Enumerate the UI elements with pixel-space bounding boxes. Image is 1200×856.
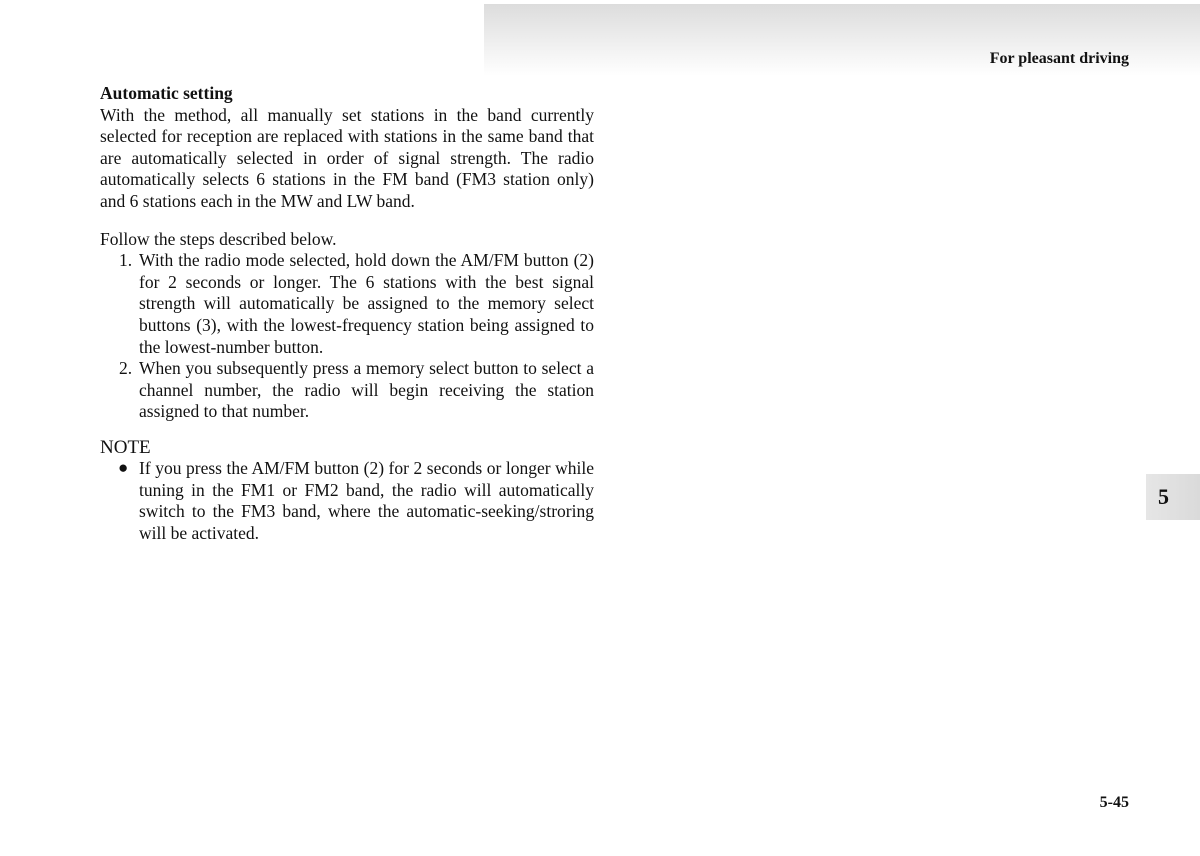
bullet-icon: ●	[118, 457, 129, 477]
note-text: If you press the AM/FM button (2) for 2 seconds or longer while tuning in the FM1 or FM2 band, the radio will automatically switch to the FM3 band, where the automatic-seeking/stroring will be activated.	[139, 457, 594, 543]
note-label: NOTE	[100, 436, 151, 458]
step-number: 2.	[119, 358, 133, 379]
page-number: 5-45	[1099, 794, 1129, 811]
automatic-setting-heading: Automatic setting	[100, 83, 233, 103]
chapter-tab	[1146, 474, 1200, 520]
main-content	[100, 83, 594, 544]
steps-intro: Follow the steps described below.	[100, 228, 337, 249]
automatic-setting-paragraph: With the method, all manually set stations in the band currently selected for reception are replaced with stations in the same band that are automatically selected in order of signal strength. The radio automatically selects 6 stations in the FM band (FM3 station only) and 6 stations each in the MW and LW band.	[100, 104, 594, 211]
chapter-number: 5	[1158, 484, 1169, 509]
section-title: For pleasant driving	[989, 50, 1129, 67]
steps-list	[100, 250, 594, 423]
step-number: 1.	[119, 250, 133, 271]
step-item	[100, 358, 594, 423]
step-text: With the radio mode selected, hold down the AM/FM button (2) for 2 seconds or longer. The 6 stations with the best signal strength will automatically be assigned to the memory select buttons (3), with the lowest-frequency station being assigned to the lowest-number button.	[139, 250, 594, 357]
step-text: When you subsequently press a memory select button to select a channel number, the radio will begin receiving the station assigned to that number.	[139, 358, 594, 422]
note-item	[100, 458, 594, 544]
step-item	[100, 250, 594, 358]
